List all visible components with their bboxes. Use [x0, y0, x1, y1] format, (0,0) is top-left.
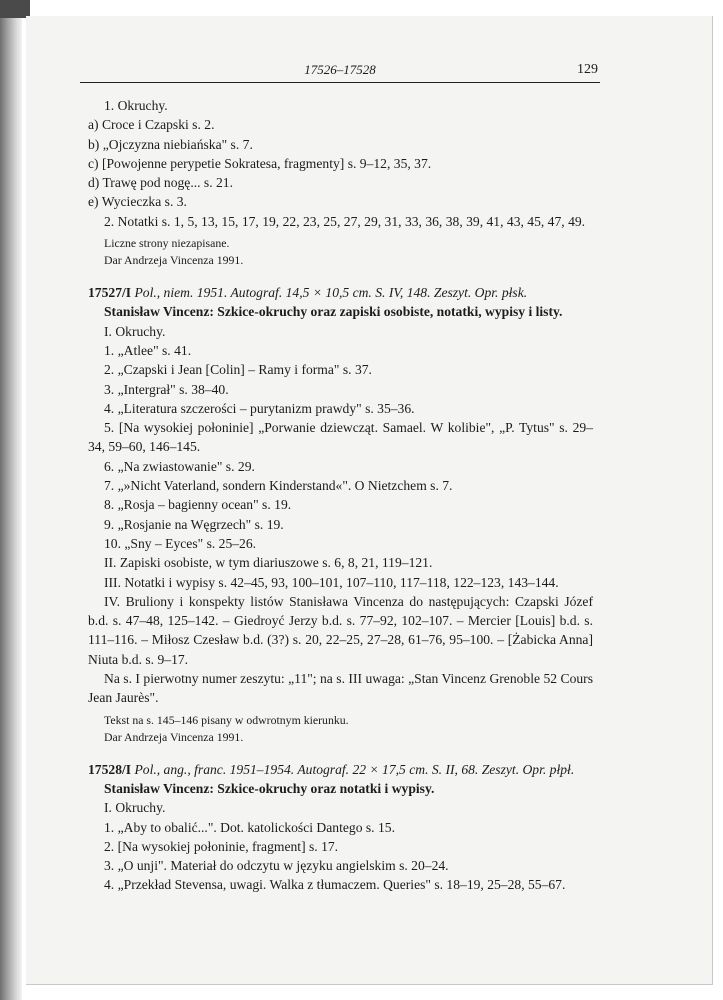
page-number: 129 [577, 62, 598, 77]
note-line: Tekst na s. 145–146 pisany w odwrotnym kierunku. [104, 712, 349, 727]
text-line: 6. „Na zwiastowanie" s. 29. [104, 458, 255, 474]
entry-heading [88, 283, 593, 302]
entry-description: Pol., ang., franc. 1951–1954. Autograf. 22 × 17,5 cm. S. II, 68. Zeszyt. Opr. płpł. [134, 761, 575, 777]
text-line: 2. „Czapski i Jean [Colin] – Ramy i forma" s. 37. [104, 362, 372, 378]
page-header [80, 58, 600, 83]
text-line: b) „Ojczyzna niebiańska" s. 7. [88, 136, 253, 152]
book-binding-edge [0, 0, 22, 1000]
text-line: 1. „Aby to obalić...". Dot. katolickości Dantego s. 15. [104, 819, 395, 835]
note-line: Dar Andrzeja Vincenza 1991. [104, 253, 244, 268]
text-line: Na s. I pierwotny numer zeszytu: „11"; na s. III uwaga: „Stan Vincenz Grenoble 52 Cours Jean Jaurès". [88, 671, 593, 706]
text-line: 3. „O unji". Materiał do odczytu w języku angielskim s. 20–24. [104, 858, 449, 874]
text-line: 9. „Rosjanie na Węgrzech" s. 19. [104, 516, 284, 532]
text-line: 3. „Intergrał" s. 38–40. [104, 381, 229, 397]
entry-signature: 17528/I [88, 761, 132, 777]
entry-description: Pol., niem. 1951. Autograf. 14,5 × 10,5 cm. S. IV, 148. Zeszyt. Opr. płsk. [134, 285, 528, 301]
entry-title: Stanisław Vincenz: Szkice-okruchy oraz notatki i wypisy. [104, 780, 435, 796]
text-line: d) Trawę pod nogę... s. 21. [88, 175, 233, 191]
text-line: I. Okruchy. [104, 800, 166, 816]
text-line: III. Notatki i wypisy s. 42–45, 93, 100–101, 107–110, 117–118, 122–123, 143–144. [104, 574, 559, 590]
note-line: Liczne strony niezapisane. [104, 236, 230, 251]
text-line: 2. [Na wysokiej połoninie, fragment] s. 17. [104, 838, 339, 854]
text-line: IV. Bruliony i konspekty listów Stanisława Vincenza do następujących: Czapski Józef b.d. s. 47–48, 125–142. – Giedroyć Jerzy b.d. s. 77–92, 102–107. – Mercier [Louis] b.d. s. 111–116. – Miłosz Czesław b.d. (3?) s. 20, 22–25, 27–28, 61–76, 95–100. – [Żabicka Anna] Niuta b.d. s. 9–17. [88, 593, 593, 667]
text-line: 1. „Atlee" s. 41. [104, 342, 192, 358]
text-line: c) [Powojenne perypetie Sokratesa, fragmenty] s. 9–12, 35, 37. [88, 155, 432, 171]
spacer [88, 269, 593, 283]
text-line: 4. „Przekład Stevensa, uwagi. Walka z tłumaczem. Queries" s. 18–19, 25–28, 55–67. [104, 877, 566, 893]
running-head: 17526–17528 [304, 62, 376, 77]
text-line: 8. „Rosja – bagienny ocean" s. 19. [104, 497, 292, 513]
spacer [88, 746, 593, 760]
text-line: 10. „Sny – Eyces" s. 25–26. [104, 535, 257, 551]
text-line: I. Okruchy. [104, 323, 166, 339]
text-line: a) Croce i Czapski s. 2. [88, 117, 215, 133]
text-line: e) Wycieczka s. 3. [88, 194, 187, 210]
entry-signature: 17527/I [88, 285, 132, 301]
note-line: Dar Andrzeja Vincenza 1991. [104, 729, 244, 744]
text-line: II. Zapiski osobiste, w tym diariuszowe s. 6, 8, 21, 119–121. [104, 555, 433, 571]
entry-title: Stanisław Vincenz: Szkice-okruchy oraz zapiski osobiste, notatki, wypisy i listy. [104, 304, 563, 320]
text-line: 5. [Na wysokiej połoninie] „Porwanie dziewcząt. Samael. W kolibie", „P. Tytus" s. 29–34, 59–60, 146–145. [88, 420, 593, 455]
text-line: 2. Notatki s. 1, 5, 13, 15, 17, 19, 22, 23, 25, 27, 29, 31, 33, 36, 38, 39, 41, 43, 45, 47, 49. [104, 213, 586, 229]
text-line: 1. Okruchy. [104, 98, 168, 113]
text-line: 4. „Literatura szczerości – purytanizm prawdy" s. 35–36. [104, 400, 415, 416]
text-line: 7. „»Nicht Vaterland, sondern Kinderstand«". O Nietzchem s. 7. [104, 478, 453, 494]
entry-heading [88, 760, 593, 779]
catalog-entries [88, 96, 593, 895]
